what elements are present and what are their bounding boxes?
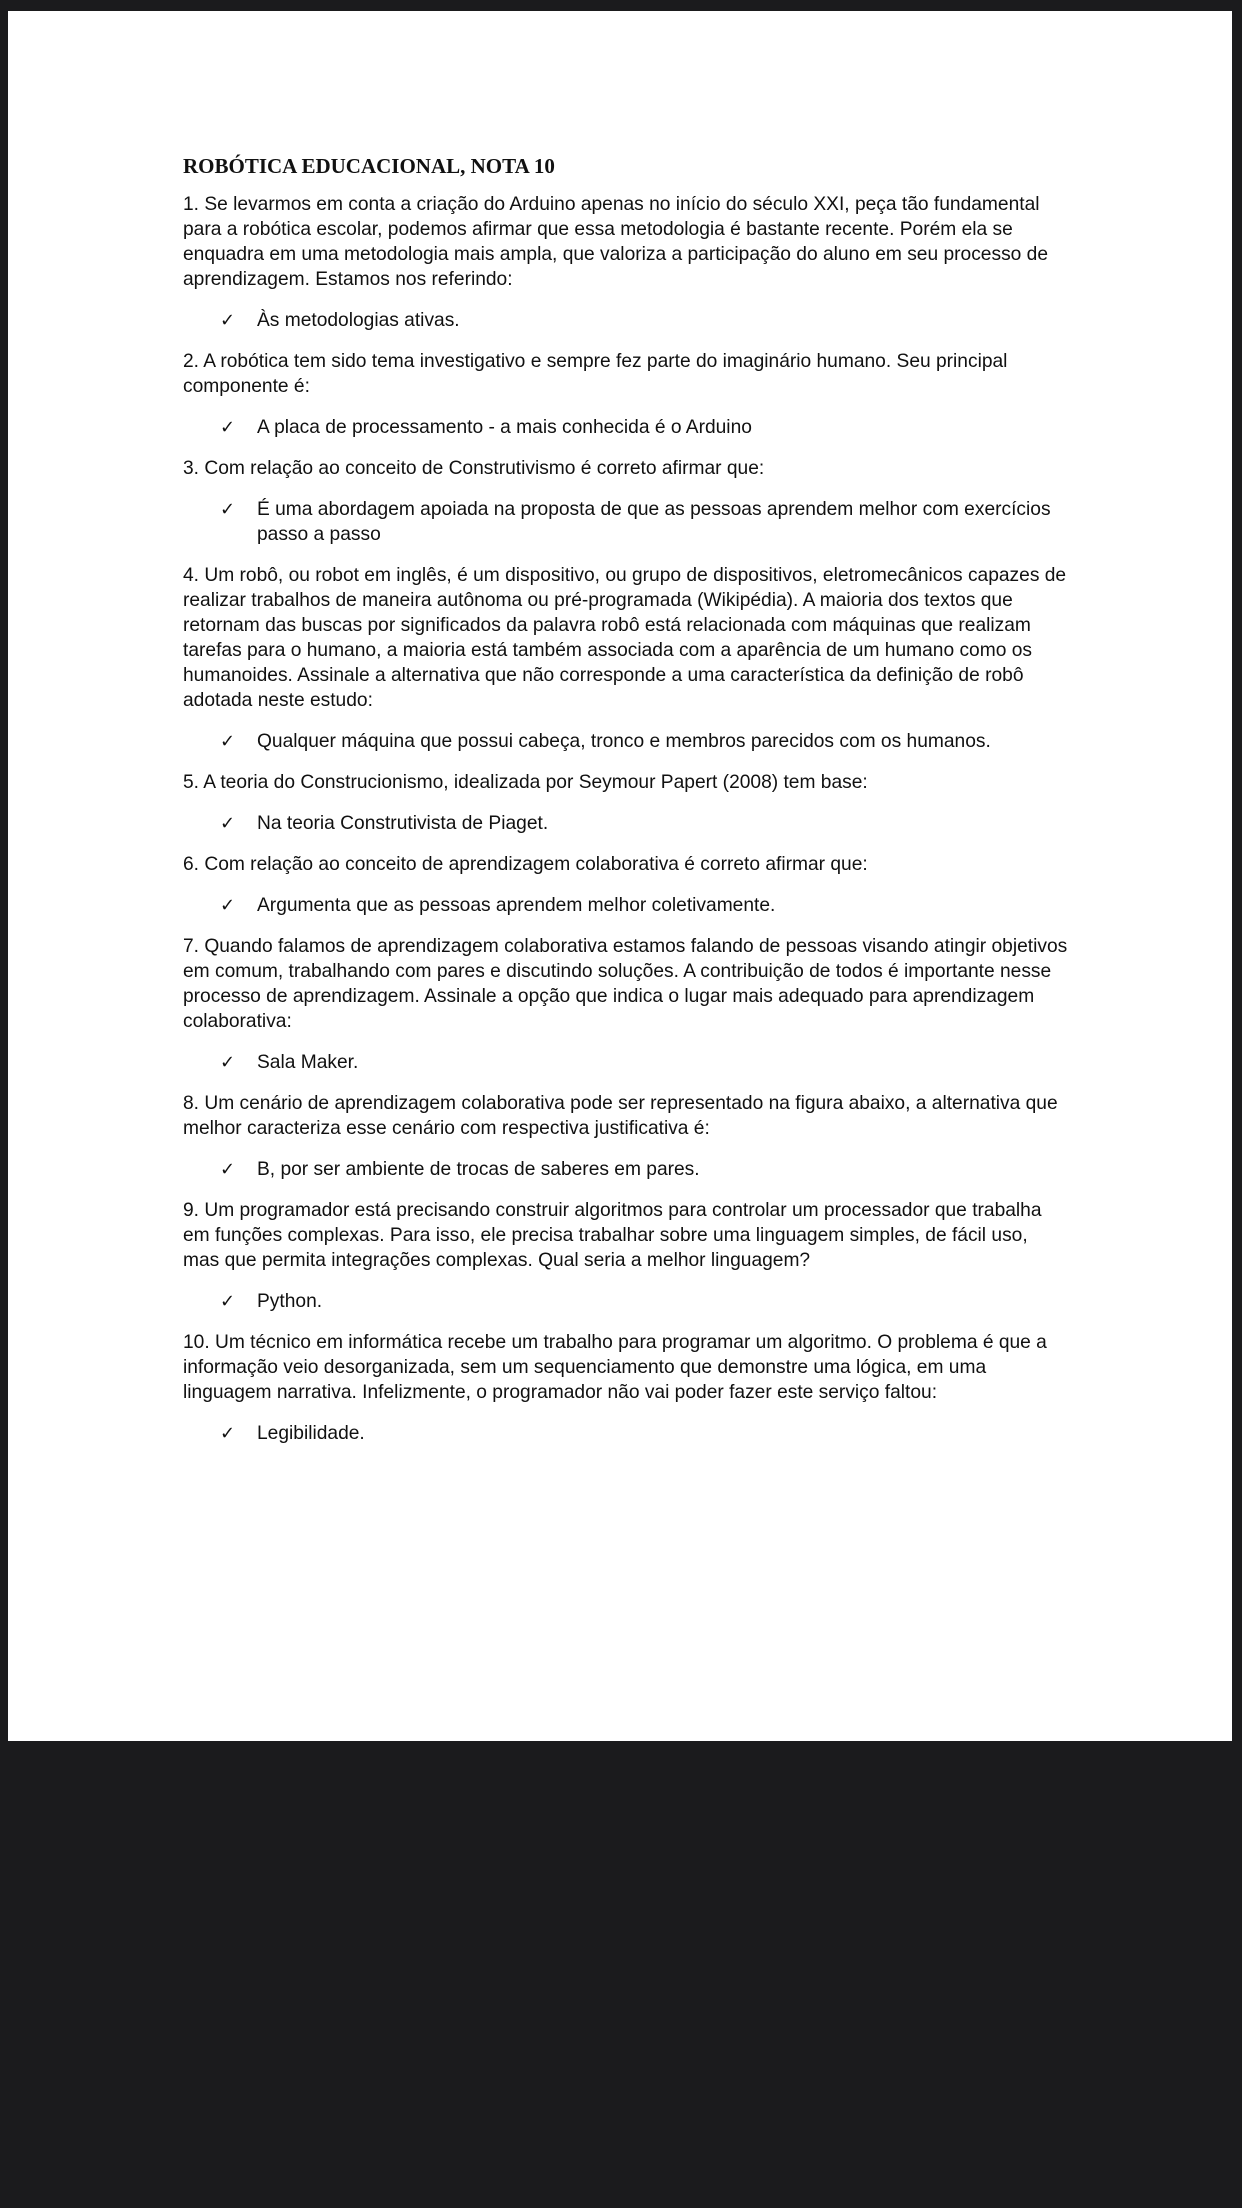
question-2: 2. A robótica tem sido tema investigativo e sempre fez parte do imaginário humano. Seu principal componente é: [183, 351, 1008, 397]
answer-text: Sala Maker. [257, 1052, 359, 1073]
answer-text: Argumenta que as pessoas aprendem melhor coletivamente. [257, 895, 776, 916]
answer-text: É uma abordagem apoiada na proposta de que as pessoas aprendem melhor com exercícios passo a passo [257, 499, 1051, 545]
question-6: 6. Com relação ao conceito de aprendizagem colaborativa é correto afirmar que: [183, 854, 868, 875]
question-5: 5. A teoria do Construcionismo, idealizada por Seymour Papert (2008) tem base: [183, 772, 868, 793]
checkmark-icon: ✓ [220, 499, 236, 520]
answer-10 [183, 1421, 1068, 1446]
answer-text: Na teoria Construtivista de Piaget. [257, 813, 549, 834]
answer-text: Legibilidade. [257, 1423, 365, 1444]
answer-8 [183, 1157, 1068, 1182]
document-page [8, 11, 1232, 1741]
question-7: 7. Quando falamos de aprendizagem colaborativa estamos falando de pessoas visando atingir objetivos em comum, trabalhando com pares e discutindo soluções. A contribuição de todos é importante nesse processo de aprendizagem. Assinale a opção que indica o lugar mais adequado para aprendizagem colaborativa: [183, 936, 1068, 1032]
question-10: 10. Um técnico em informática recebe um trabalho para programar um algoritmo. O problema é que a informação veio desorganizada, sem um sequenciamento que demonstre uma lógica, em uma linguagem narrativa. Infelizmente, o programador não vai poder fazer este serviço faltou: [183, 1332, 1047, 1403]
answer-4 [183, 729, 1068, 754]
checkmark-icon: ✓ [220, 813, 236, 834]
question-9: 9. Um programador está precisando construir algoritmos para controlar um processador que trabalha em funções complexas. Para isso, ele precisa trabalhar sobre uma linguagem simples, de fácil uso, mas que permita integrações complexas. Qual seria a melhor linguagem? [183, 1200, 1042, 1271]
answer-7 [183, 1050, 1068, 1075]
answer-text: Python. [257, 1291, 323, 1312]
answer-9 [183, 1289, 1068, 1314]
answer-text: Às metodologias ativas. [257, 310, 460, 331]
document-title: ROBÓTICA EDUCACIONAL, NOTA 10 [183, 154, 555, 178]
checkmark-icon: ✓ [220, 1052, 236, 1073]
checkmark-icon: ✓ [220, 310, 236, 331]
answer-2 [183, 415, 1068, 440]
answer-6 [183, 893, 1068, 918]
question-4: 4. Um robô, ou robot em inglês, é um dispositivo, ou grupo de dispositivos, eletromecânicos capazes de realizar trabalhos de maneira autônoma ou pré-programada (Wikipédia). A maioria dos textos que retornam das buscas por significados da palavra robô está relacionada com máquinas que realizam tarefas para o humano, a maioria está também associada com a aparência de um humano como os humanoides. Assinale a alternativa que não corresponde a uma característica da definição de robô adotada neste estudo: [183, 565, 1067, 711]
checkmark-icon: ✓ [220, 417, 236, 438]
answer-5 [183, 811, 1068, 836]
answer-1 [183, 308, 1068, 333]
checkmark-icon: ✓ [220, 1159, 236, 1180]
answer-text: Qualquer máquina que possui cabeça, tronco e membros parecidos com os humanos. [257, 731, 991, 752]
question-3: 3. Com relação ao conceito de Construtivismo é correto afirmar que: [183, 458, 765, 479]
document-content [183, 153, 1068, 1462]
answer-text: B, por ser ambiente de trocas de saberes em pares. [257, 1159, 700, 1180]
answer-3 [183, 497, 1068, 547]
question-1: 1. Se levarmos em conta a criação do Arduino apenas no início do século XXI, peça tão fundamental para a robótica escolar, podemos afirmar que essa metodologia é bastante recente. Porém ela se enquadra em uma metodologia mais ampla, que valoriza a participação do aluno em seu processo de aprendizagem. Estamos nos referindo: [183, 194, 1049, 290]
checkmark-icon: ✓ [220, 895, 236, 916]
question-list [183, 192, 1068, 1446]
answer-text: A placa de processamento - a mais conhecida é o Arduino [257, 417, 752, 438]
question-8: 8. Um cenário de aprendizagem colaborativa pode ser representado na figura abaixo, a alternativa que melhor caracteriza esse cenário com respectiva justificativa é: [183, 1093, 1058, 1139]
checkmark-icon: ✓ [220, 731, 236, 752]
checkmark-icon: ✓ [220, 1423, 236, 1444]
checkmark-icon: ✓ [220, 1291, 236, 1312]
